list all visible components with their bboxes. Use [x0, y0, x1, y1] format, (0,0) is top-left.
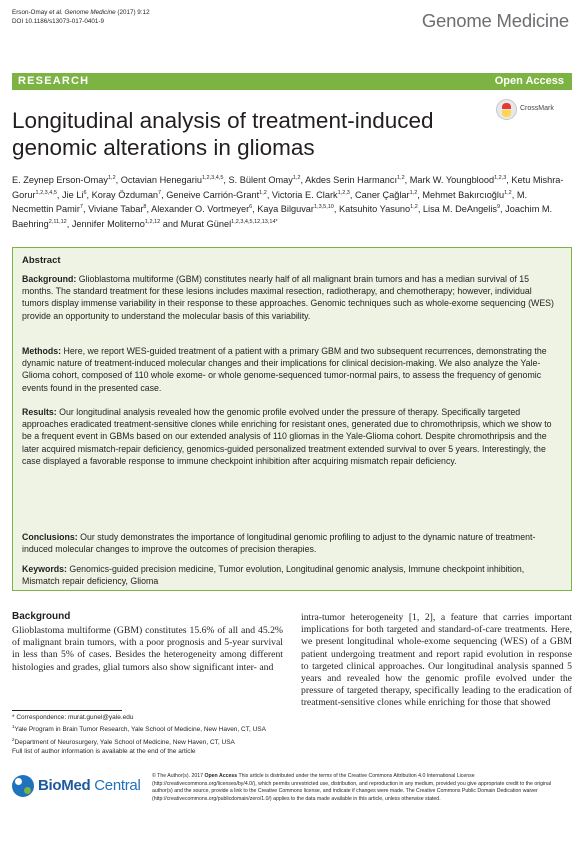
- citation-header: [12, 8, 150, 26]
- abstract-box: [12, 247, 572, 591]
- citation-volume: (2017) 9:12: [115, 9, 150, 16]
- correspondence: * Correspondence: murat.gunel@yale.edu: [12, 714, 134, 721]
- biomed-central-wordmark: BioMed Central: [38, 777, 141, 794]
- doi: DOI 10.1186/s13073-017-0401-9: [12, 18, 104, 25]
- background-text: Glioblastoma multiforme (GBM) constitutes nearly half of all malignant brain tumors and has a median survival of 15 months. The standard treatment for these lesions includes maximal resection, radiotherapy, and chemotherapy; however, individual tumors display immense variability in their response to these approaches. Genomic techniques such as whole-exome sequencing (WES) provide an opportunity to understand the molecular basis of this variability.: [22, 274, 554, 321]
- title-line-1: Longitudinal analysis of treatment-induced: [12, 108, 434, 133]
- abstract-conclusions: [22, 531, 560, 555]
- abstract-keywords: [22, 563, 560, 587]
- methods-text: Here, we report WES-guided treatment of a patient with a primary GBM and two subsequent recurrences, demonstrating the dynamic nature of treatment-induced molecular changes and their implications for clinical decision-making. We also analyze the Yale-Glioma cohort, composed of 110 whole exome- or whole genome-sequenced tumor-normal pairs, to assess the frequency of genomic events found in the presented case.: [22, 346, 547, 393]
- section-label: RESEARCH: [18, 75, 90, 87]
- keywords-text: Genomics-guided precision medicine, Tumor evolution, Longitudinal genomic analysis, Immune checkpoint inhibition, Mismatch repair deficiency, Glioma: [22, 564, 525, 587]
- footnote-divider: [12, 710, 122, 711]
- abstract-background: [22, 273, 560, 322]
- author-list: E. Zeynep Erson-Omay$^{1,2}$, Octavian Henegariu$^{1,2,3,4,5}$, S. Bülent Omay$^{1,2}$, Akdes Serin Harmancı$^{1,2}$, Mark W. Youngblood$^{1,2,3}$, Ketu Mishra-Gorur$^{1,2,3,4,5}$, Jie Li$^6$, Koray Özduman$^7$, Geneive Carrión-Grant$^{1,2}$, Victoria E. Clark$^{1,2,3}$, Caner Çağlar$^{1,2}$, Mehmet Bakırcıoğlu$^{1,2}$, M. Necmettin Pamir$^7$, Viviane Tabar$^8$, Alexander O. Vortmeyer$^6$, Kaya Bilguvar$^{1,3,5,10}$, Katsuhito Yasuno$^{1,2}$, Lisa M. DeAngelis$^9$, Joachim M. Baehring$^{2,11,12}$, Jennifer Moliterno$^{1,2,12}$ and Murat Günel$^{1,2,3,4,5,12,13,14*}$: [12, 174, 564, 229]
- full-author-info: Full list of author information is available at the end of the article: [12, 747, 196, 755]
- abstract-results: [22, 406, 560, 467]
- affiliation-2: $^2$Department of Neurosurgery, Yale School of Medicine, New Haven, CT, USA: [12, 736, 235, 746]
- crossmark-label: CrossMark: [520, 105, 554, 112]
- crossmark-badge[interactable]: [496, 99, 574, 123]
- abstract-heading: Abstract: [22, 255, 61, 266]
- conclusions-label: Conclusions:: [22, 532, 78, 542]
- section-banner: [12, 73, 572, 90]
- body-column-1: Glioblastoma multiforme (GBM) constitutes 15.6% of all and 45.2% of malignant brain tumors, with a poor prognosis and 5-year survival in less than 5% of cases. Besides the heterogeneity among different histologies and grades, glial tumors also show significant inter- and: [12, 625, 283, 673]
- affiliation-1: $^1$Yale Program in Brain Tumor Research, Yale School of Medicine, New Haven, CT, USA: [12, 724, 266, 734]
- body-column-2: intra-tumor heterogeneity [1, 2], a feature that carries important implications for both targeted and standard-of-care treatments. Here, we present longitudinal whole-exome sequencing (WES) of a GBM patient undergoing treatment and report rapid evolution in response to targeted clinical approaches. Our longitudinal analysis spanned 5 years and revealed how the genomic profile evolved under the pressure of targeted therapy, specifically leading to the eradication of treatment-sensitive clones while enriching for those that showed: [301, 612, 572, 709]
- conclusions-text: Our study demonstrates the importance of longitudinal genomic profiling to adjust to the dynamic nature of treatment-induced molecular changes to improve the outcomes of precision therapies.: [22, 532, 536, 555]
- background-heading: Background: [12, 611, 71, 622]
- license-text: This article is distributed under the terms of the Creative Commons Attribution 4.0 International License (http://creativecommons.org/licenses/by/4.0/), which permits unrestricted use, distribution, and reproduction in any medium, provided you give appropriate credit to the original author(s) and the source, provide a link to the Creative Commons license, and indicate if changes were made. The Creative Commons Public Domain Dedication waiver (http://creativecommons.org/publicdomain/zero/1.0/) applies to the data made available in this article, unless otherwise stated.: [152, 773, 552, 802]
- abstract-methods: [22, 345, 560, 394]
- title-line-2: genomic alterations in gliomas: [12, 135, 315, 160]
- open-access-label: Open Access: [494, 75, 564, 87]
- background-label: Background:: [22, 274, 77, 284]
- footnotes: [12, 713, 283, 756]
- keywords-label: Keywords:: [22, 564, 67, 574]
- citation-journal: et al. Genome Medicine: [49, 9, 116, 16]
- copyright: © The Author(s). 2017: [152, 773, 205, 779]
- journal-name: Genome Medicine: [421, 10, 569, 31]
- results-text: Our longitudinal analysis revealed how the genomic profile evolved under the pressure of therapy. Specifically targeted approaches eradicated treatment-sensitive clones while enriching for resistant ones, generated due to chromothripsis, which we show to be a frequent event in GBMs based on our extended analysis of 110 gliomas in the Yale-Glioma cohort. Despite chromothripsis and the later acquired mismatch-repair deficiency, genomics-guided personalized treatment extended survival to over 5 years. Interestingly, the case displayed a favorable response to immune checkpoint inhibition after acquiring mismatch repair deficiency.: [22, 407, 552, 466]
- biomed-central-icon: [12, 775, 34, 797]
- license-open-access: Open Access: [204, 773, 238, 779]
- citation-authors: Erson-Omay: [12, 9, 50, 16]
- methods-label: Methods:: [22, 346, 62, 356]
- article-title: [12, 107, 502, 161]
- biomed-central-logo[interactable]: [12, 775, 142, 799]
- license-notice: [152, 773, 573, 803]
- results-label: Results:: [22, 407, 57, 417]
